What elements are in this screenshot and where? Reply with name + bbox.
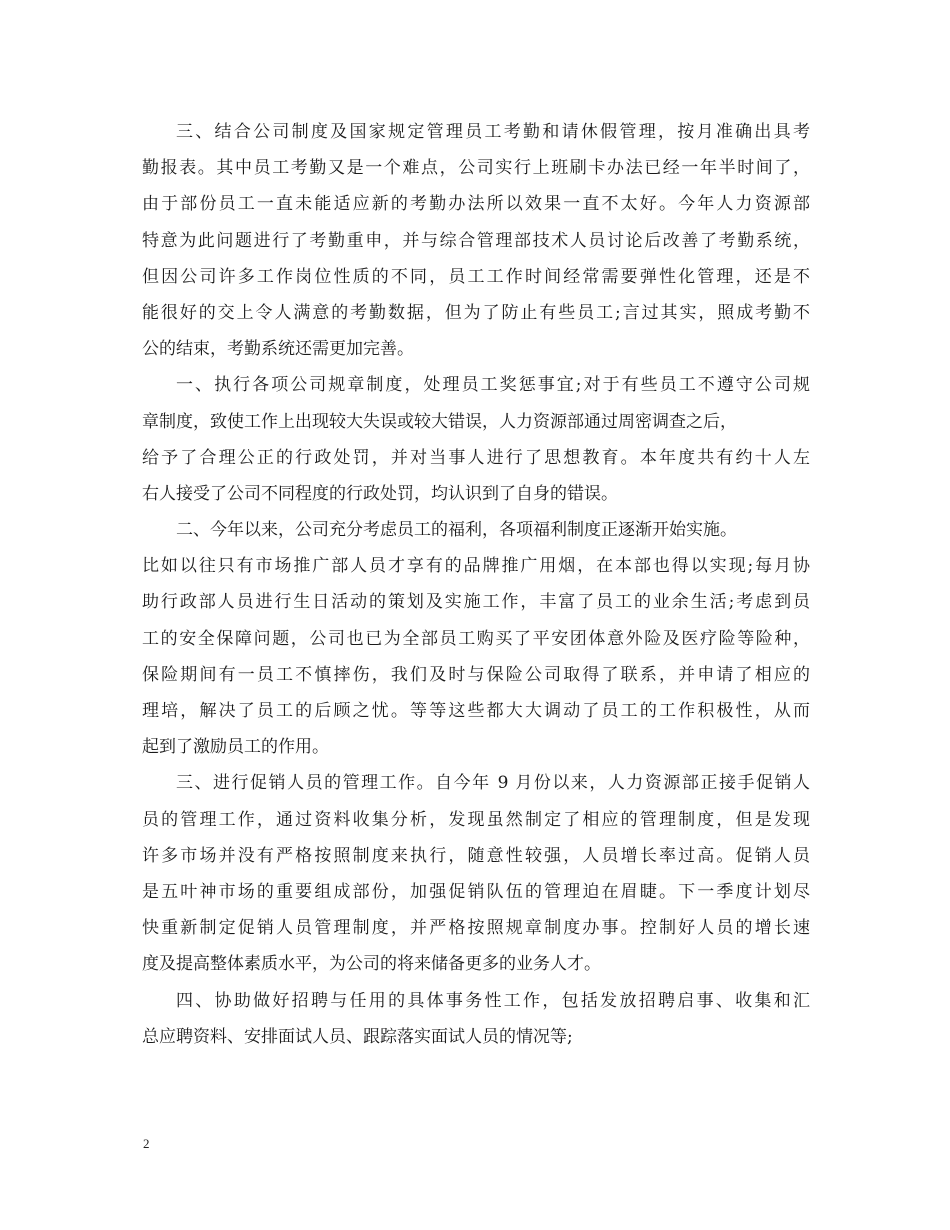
text-line: 比如以往只有市场推广部人员才享有的品牌推广用烟，在本部也得以实现;每月协 [142,556,810,577]
text-line: 助行政部人员进行生日活动的策划及实施工作，丰富了员工的业余生活;考虑到员 [142,592,810,613]
text-line: 给予了合理公正的行政处罚，并对当事人进行了思想教育。本年度共有约十人左 [142,447,810,468]
text-line: 三、结合公司制度及国家规定管理员工考勤和请休假管理，按月准确出具考 [176,122,810,142]
text-line: 总应聘资料、安排面试人员、跟踪落实面试人员的情况等; [142,1026,573,1047]
text-line: 快重新制定促销人员管理制度，并严格按照规章制度办事。控制好人员的增长速 [142,918,810,939]
text-line: 工的安全保障问题，公司也已为全部员工购买了平安团体意外险及医疗险等险种， [142,628,810,649]
text-line: 三、进行促销人员的管理工作。自今年 9 月份以来，人力资源部正接手促销人 [176,773,810,794]
document-body [142,114,810,1055]
text-line: 但因公司许多工作岗位性质的不同，员工工作时间经常需要弹性化管理，还是不 [142,266,810,287]
text-line: 一、执行各项公司规章制度，处理员工奖惩事宜;对于有些员工不遵守公司规 [176,375,810,396]
text-line: 起到了激励员工的作用。 [142,737,329,758]
text-line: 度及提高整体素质水平，为公司的将来储备更多的业务人才。 [142,954,601,975]
text-line: 章制度，致使工作上出现较大失误或较大错误，人力资源部通过周密调查之后， [142,411,737,432]
text-line: 员的管理工作，通过资料收集分析，发现虽然制定了相应的管理制度，但是发现 [142,809,810,830]
text-line: 理培，解决了员工的后顾之忧。等等这些都大大调动了员工的工作积极性，从而 [142,701,810,721]
text-line: 二、今年以来，公司充分考虑员工的福利，各项福利制度正逐渐开始实施。 [176,520,737,541]
text-line: 保险期间有一员工不慎摔伤，我们及时与保险公司取得了联系，并申请了相应的 [142,664,810,685]
text-line: 右人接受了公司不同程度的行政处罚，均认识到了自身的错误。 [142,483,618,504]
text-line: 特意为此问题进行了考勤重申，并与综合管理部技术人员讨论后改善了考勤系统， [142,230,810,251]
text-line: 由于部份员工一直未能适应新的考勤办法所以效果一直不太好。今年人力资源部 [142,194,810,215]
page-number: 2 [143,1136,150,1151]
text-line: 勤报表。其中员工考勤又是一个难点，公司实行上班刷卡办法已经一年半时间了， [142,158,810,179]
text-line: 许多市场并没有严格按照制度来执行，随意性较强，人员增长率过高。促销人员 [142,845,810,866]
text-line: 是五叶神市场的重要组成部份，加强促销队伍的管理迫在眉睫。下一季度计划尽 [142,881,810,902]
text-line: 四、协助做好招聘与任用的具体事务性工作，包括发放招聘启事、收集和汇 [176,990,810,1011]
text-line: 能很好的交上令人满意的考勤数据，但为了防止有些员工;言过其实，照成考勤不 [142,302,810,323]
text-line: 公的结束，考勤系统还需更加完善。 [142,339,414,360]
